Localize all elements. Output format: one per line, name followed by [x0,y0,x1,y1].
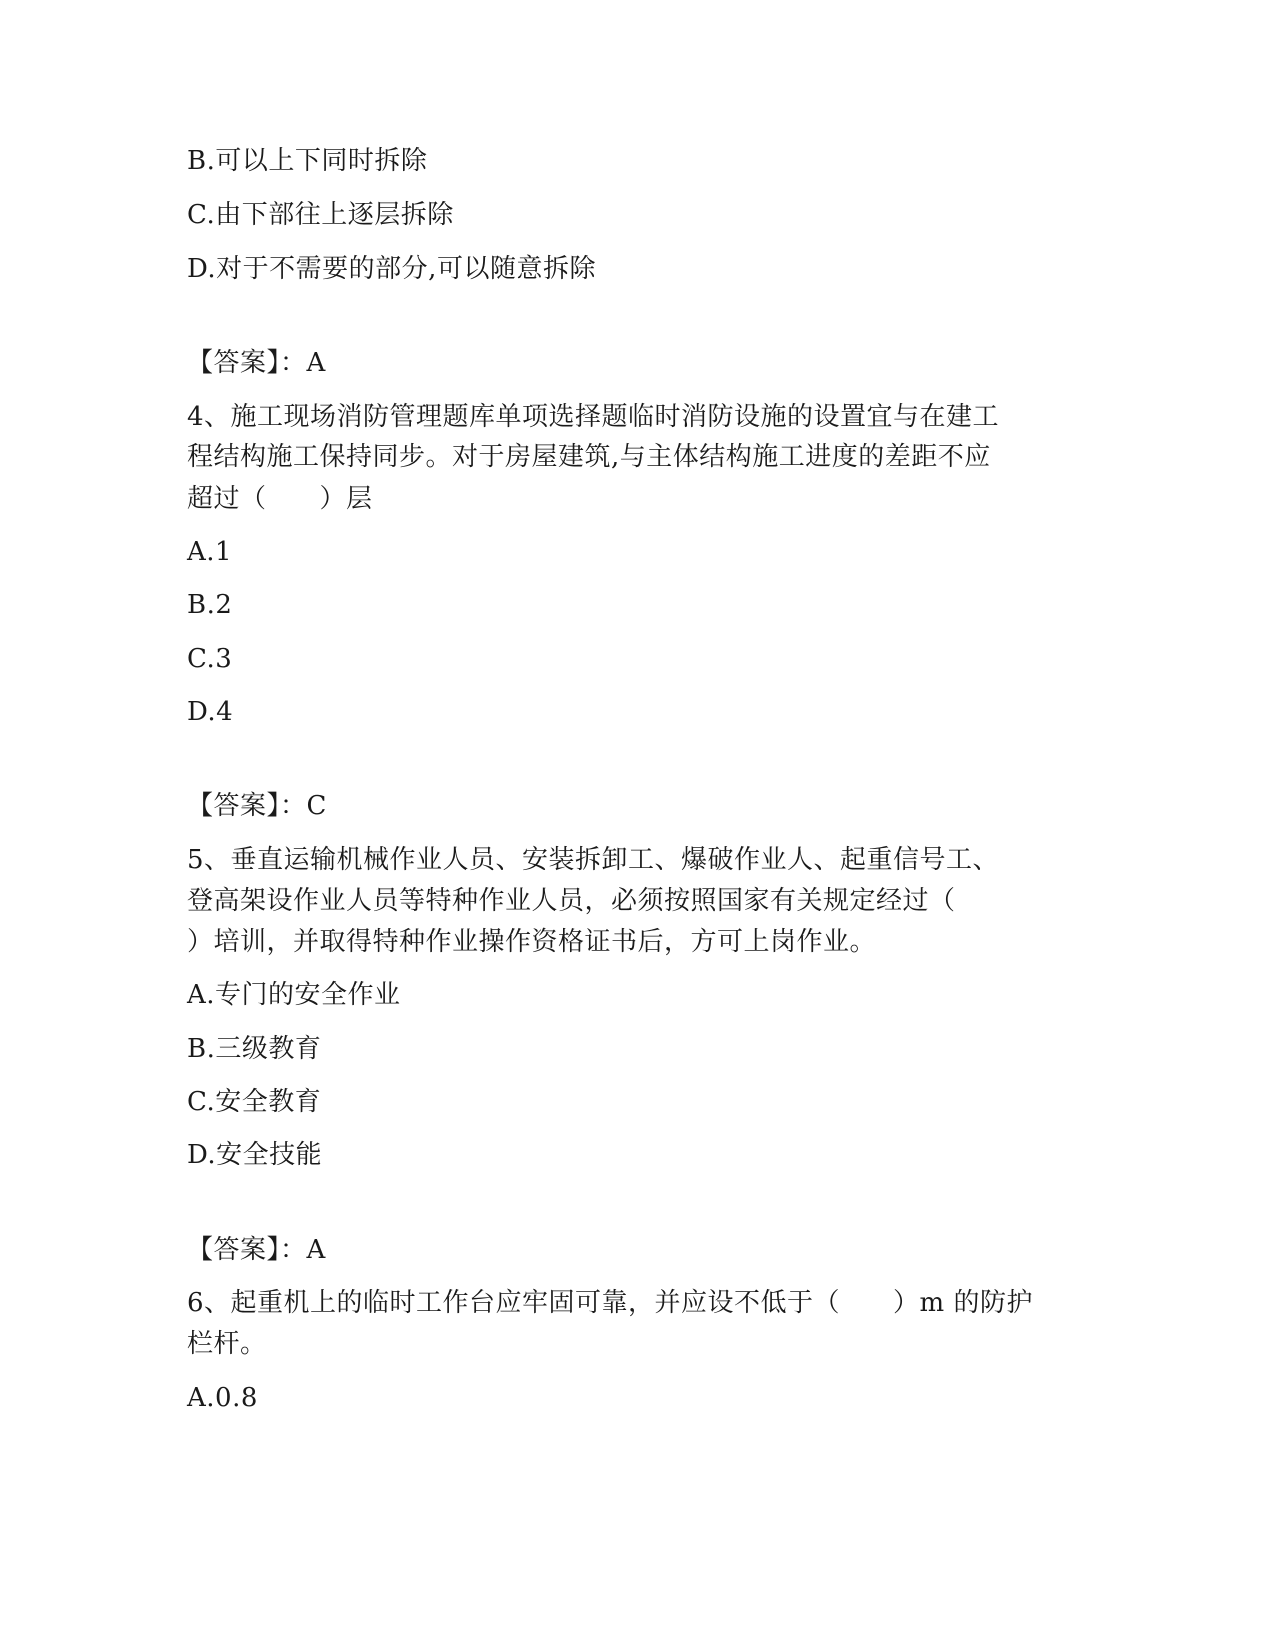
prev-option-b: B.可以上下同时拆除 [187,146,428,176]
q4-option-a: A.1 [187,537,233,567]
q4-option-b: B.2 [187,590,233,620]
q4-stem-line-1: 4、施工现场消防管理题库单项选择题临时消防设施的设置宜与在建工 [187,402,1000,432]
q5-answer: 【答案】：A [187,1235,326,1265]
q5-option-c: C.安全教育 [187,1087,322,1117]
q4-stem-line-2: 程结构施工保持同步。对于房屋建筑,与主体结构施工进度的差距不应 [187,442,991,472]
q4-stem-line-3: 超过（ ）层 [187,484,373,514]
prev-option-c: C.由下部往上逐层拆除 [187,200,454,230]
q6-option-a: A.0.8 [187,1383,258,1413]
q6-stem-line-1: 6、起重机上的临时工作台应牢固可靠，并应设不低于（ ）m 的防护 [187,1288,1033,1318]
q4-option-d: D.4 [187,697,234,727]
q5-stem-line-2: 登高架设作业人员等特种作业人员，必须按照国家有关规定经过（ [187,886,956,916]
q6-stem-line-2: 栏杆。 [187,1329,267,1359]
q5-option-a: A.专门的安全作业 [187,980,401,1010]
prev-option-d: D.对于不需要的部分,可以随意拆除 [187,254,596,284]
q5-stem-line-3: ）培训，并取得特种作业操作资格证书后，方可上岗作业。 [187,927,877,957]
q4-answer: 【答案】：C [187,791,327,821]
q5-option-b: B.三级教育 [187,1034,322,1064]
q4-option-c: C.3 [187,644,233,674]
q5-option-d: D.安全技能 [187,1140,323,1170]
prev-answer: 【答案】：A [187,348,326,378]
q5-stem-line-1: 5、垂直运输机械作业人员、安装拆卸工、爆破作业人、起重信号工、 [187,845,1000,875]
